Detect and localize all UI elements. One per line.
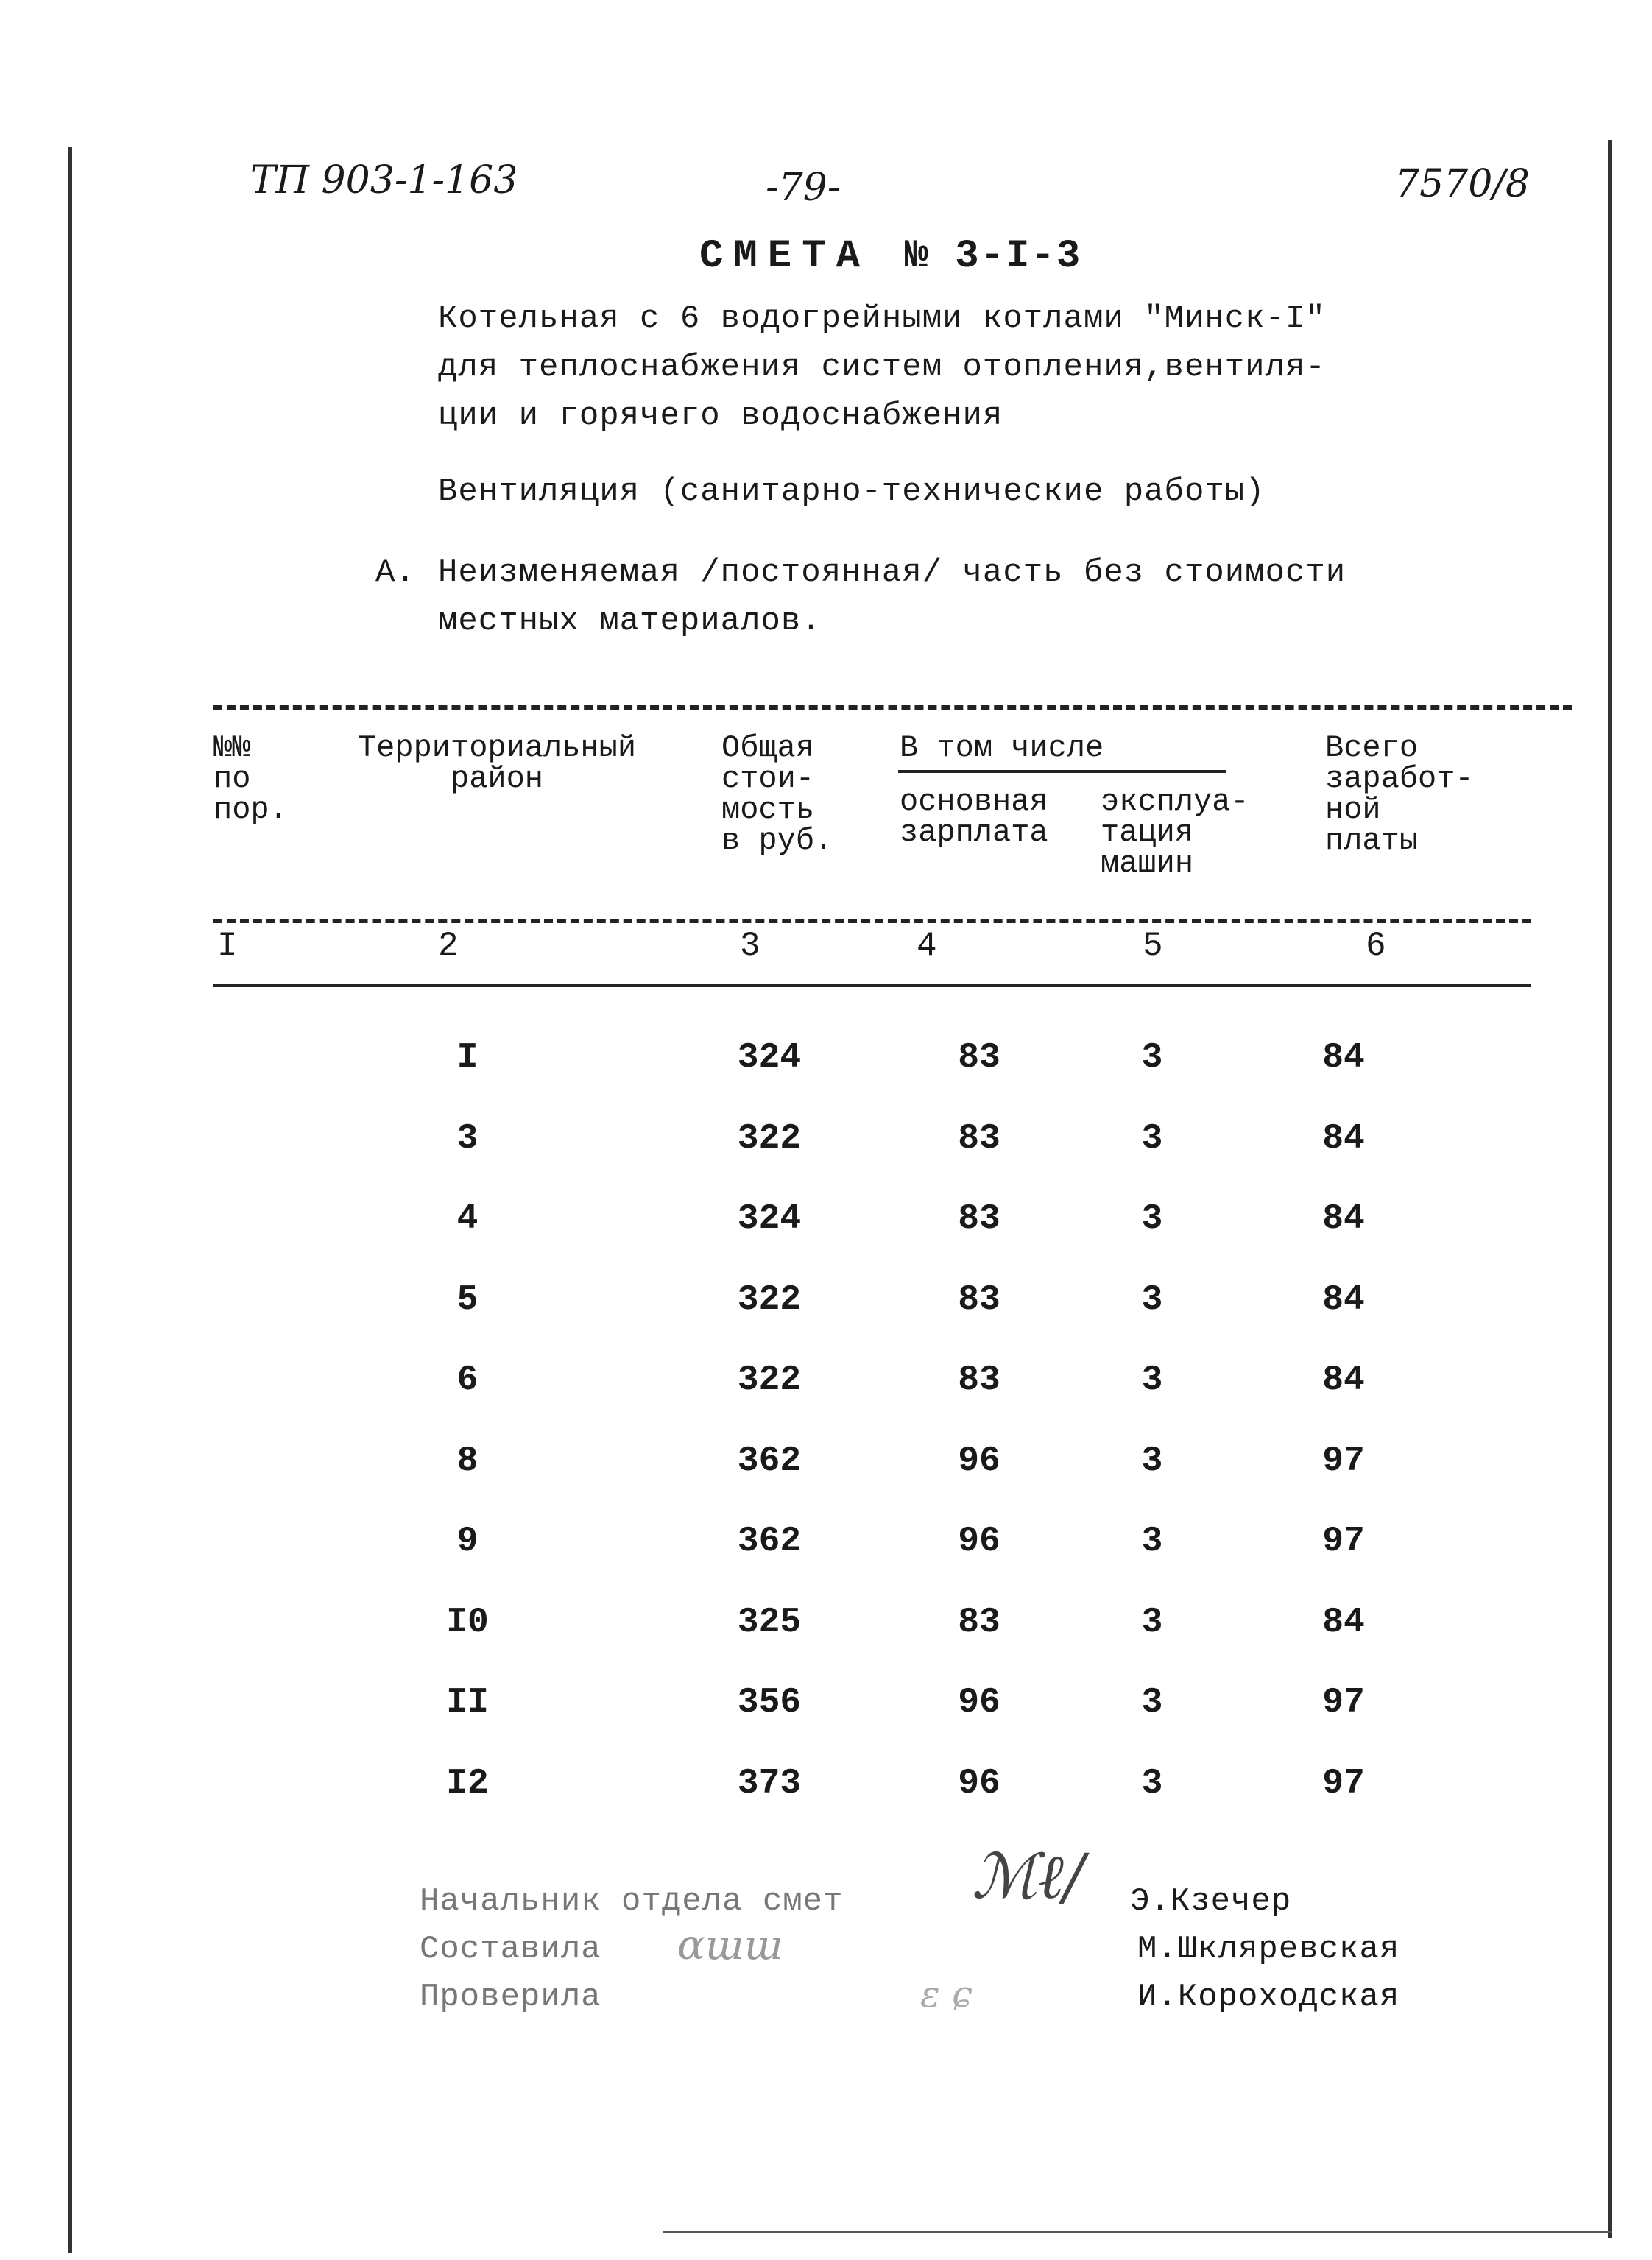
col-header-wages [900,786,1048,848]
cell-wages: 96 [958,1764,1000,1804]
col-header-wages-l2: зарплата [900,815,1048,850]
col-header-machines-l1: эксплуа- [1101,784,1249,819]
cell-total-wages: 84 [1322,1280,1365,1320]
description-line-3: ции и горячего водоснабжения [438,398,1003,434]
col-header-total-cost-l4: в руб. [721,823,833,858]
cell-total-wages: 84 [1322,1603,1365,1642]
cell-wages: 83 [958,1360,1000,1400]
doc-code: ТП 903-1-163 [250,158,518,202]
cell-total-wages: 97 [1322,1522,1365,1561]
description-line-2: для теплоснабжения систем отопления,вентиля- [438,349,1326,386]
col-header-group: В том числе [900,730,1104,766]
cell-total-wages: 97 [1322,1441,1365,1481]
cell-wages: 83 [958,1119,1000,1159]
column-number: 3 [740,927,760,965]
cell-wages: 83 [958,1038,1000,1078]
cell-wages: 83 [958,1603,1000,1642]
cell-region: II [446,1683,489,1723]
col-header-total-wages-l4: платы [1325,823,1419,858]
cell-total-cost: 362 [737,1441,802,1481]
cell-region: 8 [456,1441,479,1481]
col-header-total-cost [721,732,833,856]
cell-machines: 3 [1141,1603,1163,1642]
col-header-number-l1: №№ [213,730,251,766]
cell-machines: 3 [1141,1764,1163,1804]
col-header-machines-l2: тация [1101,815,1194,850]
col-header-total-cost-l1: Общая [721,730,815,766]
page-number: -79- [766,166,841,210]
handwritten-signature-3: ɛ ɕ [920,1973,973,2016]
document-title [699,234,1081,279]
col-header-number-l2: по [213,761,251,797]
signature-name-1: Э.Кзечер [1130,1883,1292,1920]
right-margin-line [1608,140,1612,2238]
col-header-total-wages-l2: заработ- [1325,761,1474,797]
cell-region: I0 [446,1603,489,1642]
col-header-wages-l1: основная [900,784,1048,819]
col-header-region-l2: район [450,761,544,797]
cell-machines: 3 [1141,1522,1163,1561]
cell-total-cost: 324 [737,1038,802,1078]
cell-region: 3 [456,1119,479,1159]
cell-machines: 3 [1141,1038,1163,1078]
description [438,302,1326,448]
handwritten-signature-2: ɑɯɯ [677,1921,784,1969]
column-number: 5 [1143,927,1163,965]
bottom-margin-line [663,2231,1612,2233]
part-line-2: местных материалов. [438,603,822,640]
signature-name-2: М.Шкляревская [1137,1931,1400,1968]
col-header-total-cost-l3: мость [721,792,815,827]
cell-wages: 83 [958,1199,1000,1239]
cell-wages: 96 [958,1522,1000,1561]
cell-total-cost: 322 [737,1280,802,1320]
column-number: I [217,927,238,965]
cell-machines: 3 [1141,1280,1163,1320]
col-header-number-l3: пор. [213,792,288,827]
cell-machines: 3 [1141,1683,1163,1723]
cell-total-wages: 84 [1322,1119,1365,1159]
cell-total-wages: 84 [1322,1360,1365,1400]
table-top-rule [213,705,1572,710]
cell-total-wages: 84 [1322,1038,1365,1078]
cell-total-wages: 97 [1322,1683,1365,1723]
part-marker: А. [375,554,416,591]
section-title: Вентиляция (санитарно-технические работы) [438,473,1266,510]
header-bottom-rule [213,984,1531,987]
column-number: 4 [917,927,937,965]
cell-region: 5 [456,1280,479,1320]
cell-machines: 3 [1141,1119,1163,1159]
cell-total-cost: 324 [737,1199,802,1239]
cell-total-cost: 322 [737,1360,802,1400]
cell-total-cost: 325 [737,1603,802,1642]
column-number: 6 [1366,927,1386,965]
col-header-number [213,732,288,825]
cell-total-wages: 97 [1322,1764,1365,1804]
column-numbers-rule [213,919,1531,923]
signature-name-3: И.Короходская [1137,1979,1400,2016]
signature-role-3: Проверила [420,1979,601,2016]
cell-total-cost: 322 [737,1119,802,1159]
cell-machines: 3 [1141,1360,1163,1400]
col-header-region [335,730,659,797]
sheet-code: 7570/8 [1395,162,1530,206]
part-description [438,556,1346,653]
cell-region: I2 [446,1764,489,1804]
cell-machines: 3 [1141,1441,1163,1481]
col-header-total-wages-l3: ной [1325,792,1381,827]
signature-role-2: Составила [420,1931,601,1968]
cell-region: 9 [456,1522,479,1561]
signature-role-1: Начальник отдела смет [420,1883,844,1920]
cell-region: 6 [456,1360,479,1400]
cell-total-wages: 84 [1322,1199,1365,1239]
col-header-total-wages-l1: Всего [1325,730,1419,766]
col-header-total-cost-l2: стои- [721,761,815,797]
cell-wages: 96 [958,1441,1000,1481]
handwritten-signature-1: ℳℓ/ [972,1840,1085,1913]
description-line-1: Котельная с 6 водогрейными котлами "Минск-I" [438,300,1326,337]
cell-total-cost: 356 [737,1683,802,1723]
cell-machines: 3 [1141,1199,1163,1239]
left-margin-line [68,147,72,2253]
col-header-machines-l3: машин [1101,846,1194,881]
col-header-region-l1: Территориальный [357,730,637,766]
col-header-total-wages [1325,732,1474,856]
part-line-1: Неизменяемая /постоянная/ часть без стоимости [438,554,1346,591]
cell-wages: 96 [958,1683,1000,1723]
col-header-machines [1101,786,1249,879]
cell-region: 4 [456,1199,479,1239]
title-number: № 3-I-3 [904,234,1082,279]
cell-wages: 83 [958,1280,1000,1320]
column-number: 2 [438,927,459,965]
group-header-underline [898,770,1226,773]
cell-total-cost: 373 [737,1764,802,1804]
title-word: СМЕТА [699,234,871,279]
cell-region: I [456,1038,479,1078]
cell-total-cost: 362 [737,1522,802,1561]
